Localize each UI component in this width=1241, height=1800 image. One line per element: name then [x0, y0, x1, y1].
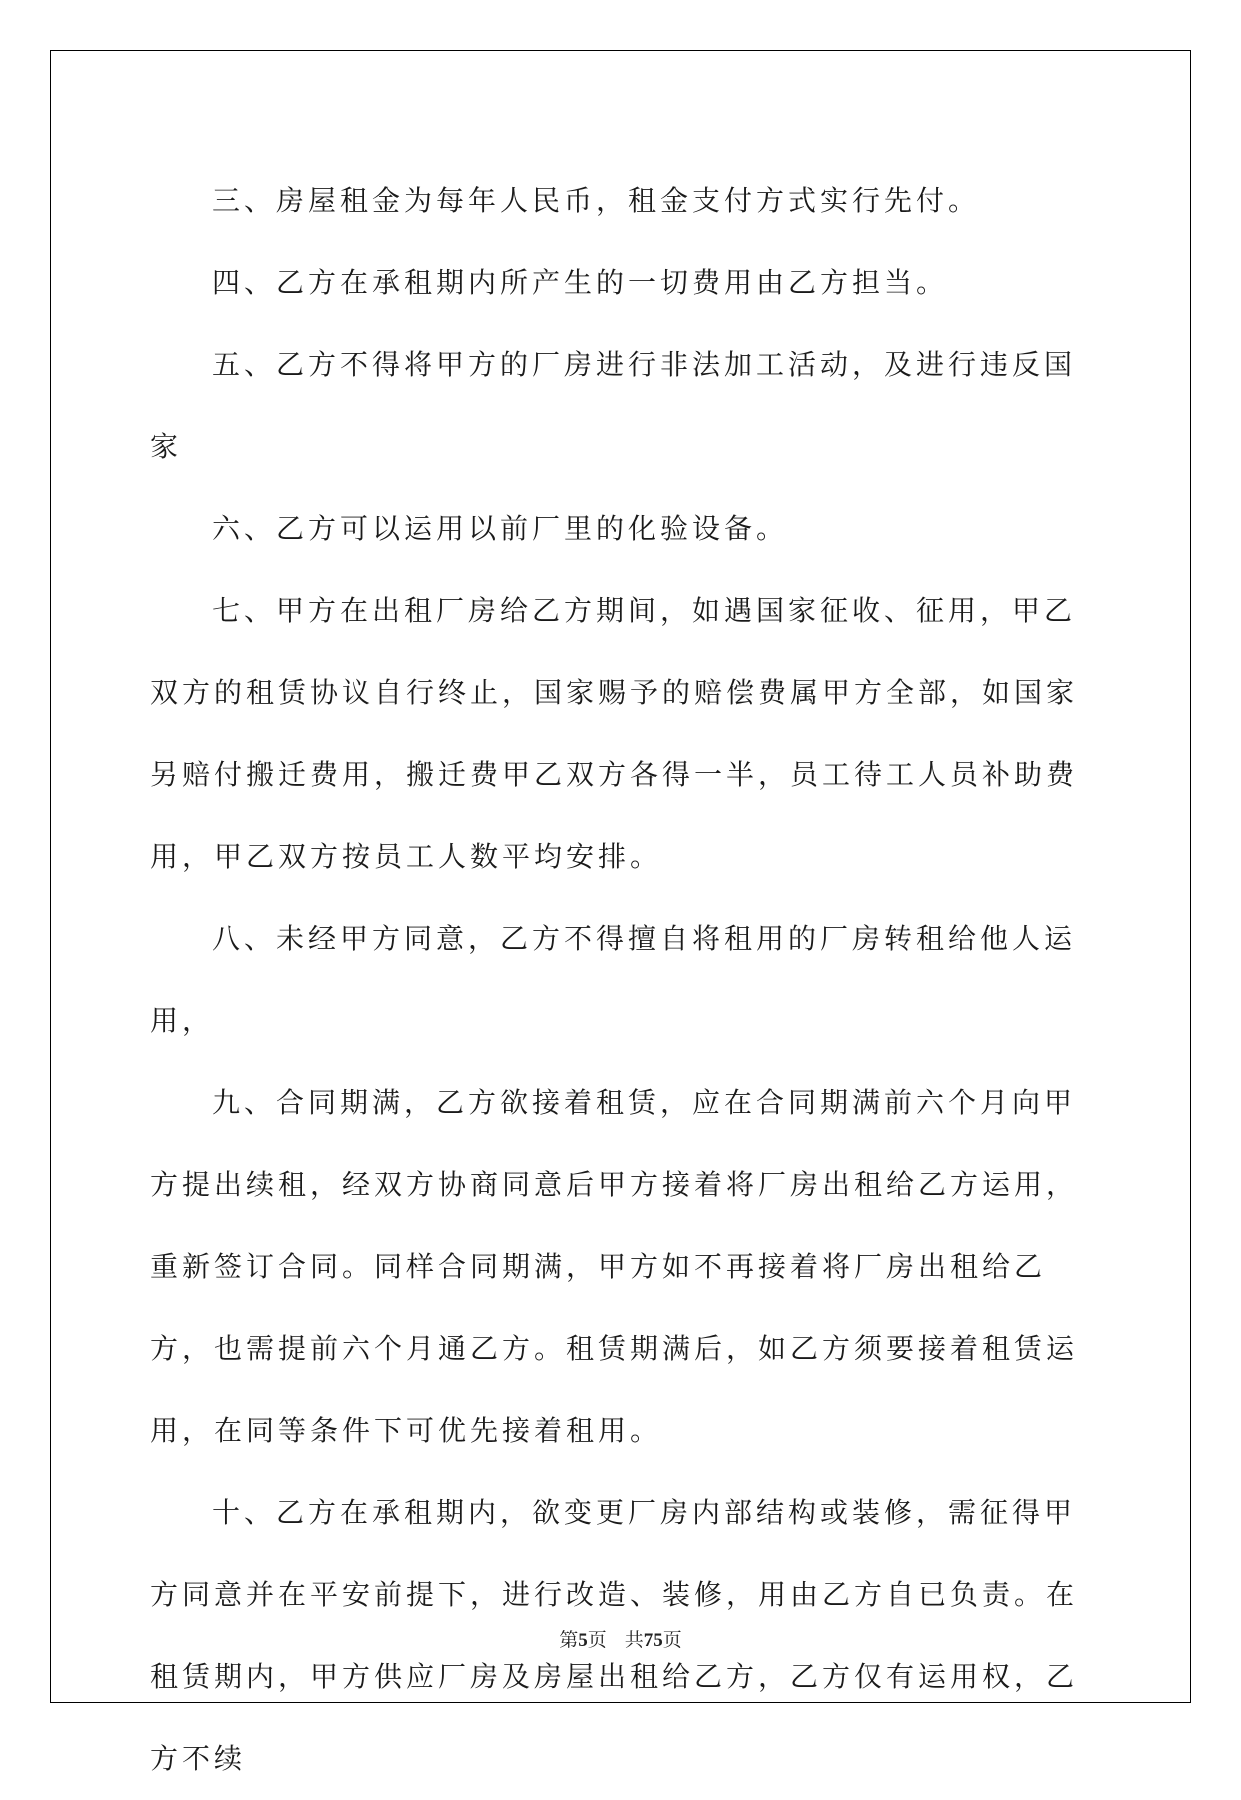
total-prefix: 共: [624, 1629, 644, 1651]
paragraph-4: 四、乙方在承租期内所产生的一切费用由乙方担当。: [212, 266, 949, 299]
paragraph-3: 三、房屋租金为每年人民币，租金支付方式实行先付。: [212, 184, 981, 217]
paragraph-5: 五、乙方不得将甲方的厂房进行非法加工活动，及进行违反国家: [150, 348, 1077, 463]
paragraph-9: 九、合同期满，乙方欲接着租赁，应在合同期满前六个月向甲方提出续租，经双方协商同意后甲方接着将厂房出租给乙方运用，重新签订合同。同样合同期满，甲方如不再接着将厂房出租给乙方，也需提前六个月通乙方。租赁期满后，如乙方须要接着租赁运用，在同等条件下可优先接着租用。: [150, 1086, 1079, 1447]
paragraph-10: 十、乙方在承租期内，欲变更厂房内部结构或装修，需征得甲方同意并在平安前提下，进行改造、装修，用由乙方自已负责。在租赁期内，甲方供应厂房及房屋出租给乙方，乙方仅有运用权，乙方不续: [150, 1496, 1079, 1775]
paragraph-8: 八、未经甲方同意，乙方不得擅自将租用的厂房转租给他人运用，: [150, 922, 1077, 1037]
total-suffix: 页: [662, 1629, 682, 1651]
paragraph-7: 七、甲方在出租厂房给乙方期间，如遇国家征收、征用，甲乙双方的租赁协议自行终止，国家赐予的赔偿费属甲方全部，如国家另赔付搬迁费用，搬迁费甲乙双方各得一半，员工待工人员补助费用，甲乙双方按员工人数平均安排。: [150, 594, 1079, 873]
document-body: [150, 160, 1095, 1800]
paragraph-6: 六、乙方可以运用以前厂里的化验设备。: [212, 512, 789, 545]
page-number: 5: [578, 1630, 588, 1651]
page-footer: [0, 1625, 1241, 1652]
page-prefix: 第: [559, 1629, 579, 1651]
total-pages: 75: [643, 1630, 663, 1651]
page-suffix: 页: [587, 1629, 607, 1651]
